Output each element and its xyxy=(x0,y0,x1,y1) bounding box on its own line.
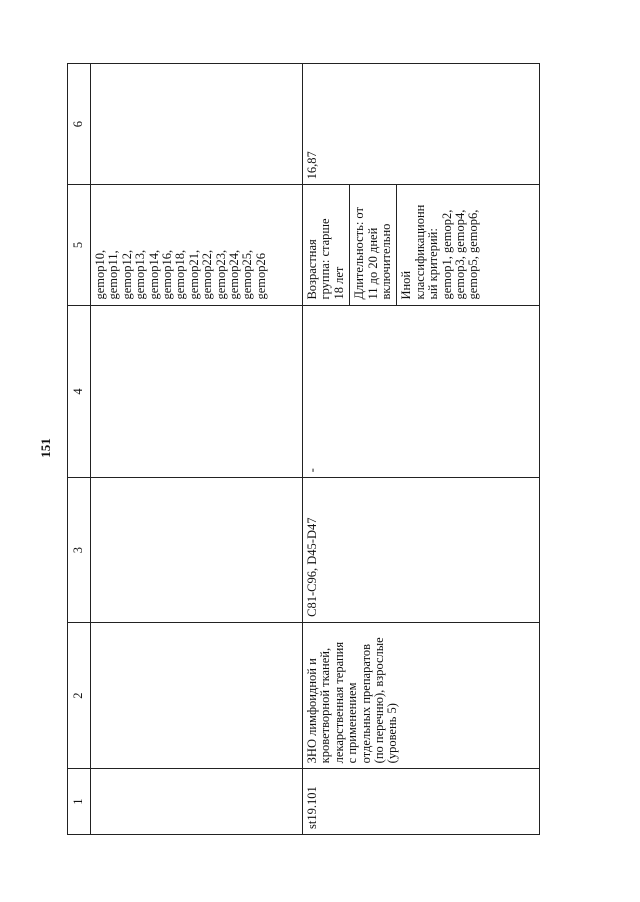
header-col-2: 2 xyxy=(68,622,91,769)
cont-cell-4 xyxy=(91,305,303,478)
tariff-table xyxy=(67,63,540,835)
gemop-line: gemop26 xyxy=(253,253,268,300)
header-col-5: 5 xyxy=(68,185,91,305)
row-name xyxy=(303,622,540,769)
header-col-3: 3 xyxy=(68,478,91,622)
criterion-age xyxy=(303,185,350,304)
header-col-6: 6 xyxy=(68,64,91,185)
header-col-4: 4 xyxy=(68,305,91,478)
row-diag-codes: C81-C96, D45-D47 xyxy=(303,478,540,622)
criterion-line: классификационн xyxy=(412,204,427,300)
gemop-line: gemop23, xyxy=(213,249,228,300)
row-coefficient: 16,87 xyxy=(303,64,540,185)
criterion-line: gemop1, gemop2, xyxy=(439,209,454,300)
gemop-line: gemop10, xyxy=(93,249,107,300)
criterion-line: Иной xyxy=(399,270,414,300)
criterion-line: Длительность: от xyxy=(352,207,367,300)
criterion-other xyxy=(397,185,483,304)
criterion-duration xyxy=(350,185,397,304)
cont-cell-5 xyxy=(91,185,303,305)
gemop-line: gemop24, xyxy=(227,249,242,300)
name-line: ЗНО лимфоидной и xyxy=(305,658,319,764)
cont-cell-1 xyxy=(91,769,303,835)
criterion-line: Возрастная xyxy=(305,239,319,300)
cont-cell-6 xyxy=(91,64,303,185)
continuation-row xyxy=(91,64,303,835)
criterion-line: включительно xyxy=(379,223,394,300)
rotated-table-container xyxy=(67,63,540,835)
row-code: st19.101 xyxy=(303,769,540,835)
criterion-line: gemop5, gemop6, xyxy=(466,209,481,300)
header-col-1: 1 xyxy=(68,769,91,835)
cont-cell-3 xyxy=(91,478,303,622)
name-line: лекарственная терапия xyxy=(331,641,346,764)
gemop-line: gemop25, xyxy=(240,249,255,300)
gemop-line: gemop18, xyxy=(173,249,188,300)
gemop-line: gemop21, xyxy=(186,249,201,300)
gemop-line: gemop16, xyxy=(160,249,175,300)
criterion-line: ый критерий: xyxy=(426,228,441,300)
criterion-line: gemop3, gemop4, xyxy=(453,209,468,300)
row-criteria xyxy=(303,185,540,305)
name-line: отдельных препаратов xyxy=(358,643,373,764)
gemop-line: gemop14, xyxy=(146,249,161,300)
criterion-line: 18 лет xyxy=(331,266,346,300)
cont-cell-2 xyxy=(91,622,303,769)
gemop-line: gemop22, xyxy=(200,249,215,300)
name-line: кроветворной тканей, xyxy=(318,647,333,764)
criterion-line: группа: старше xyxy=(318,218,333,300)
gemop-line: gemop13, xyxy=(133,249,148,300)
gemop-line: gemop11, xyxy=(106,250,121,300)
name-line: с применением xyxy=(345,682,360,764)
criterion-line: 11 до 20 дней xyxy=(365,227,380,300)
page-number: 151 xyxy=(38,438,53,458)
table-row xyxy=(303,64,540,835)
header-row xyxy=(68,64,91,835)
name-line: (по перечню), взрослые xyxy=(372,637,387,764)
gemop-line: gemop12, xyxy=(119,249,134,300)
row-col4: - xyxy=(303,305,540,478)
name-line: (уровень 5) xyxy=(385,703,400,764)
